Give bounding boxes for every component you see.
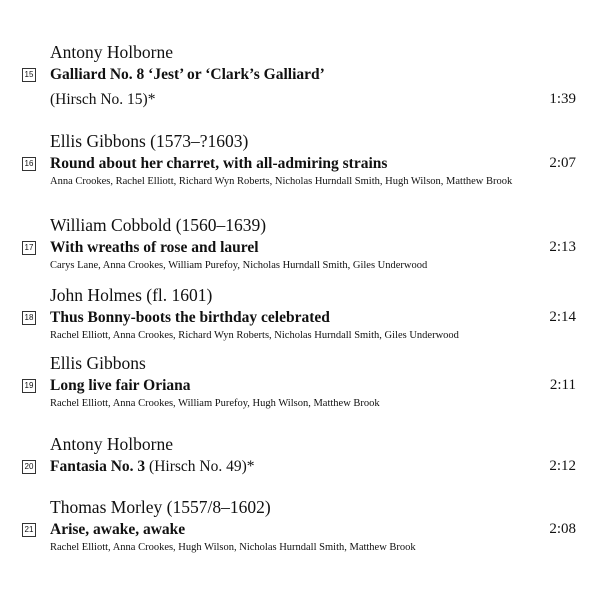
track-title	[50, 457, 576, 476]
track-title-text: Galliard No. 8 ‘Jest’ or ‘Clark’s Galliard’	[50, 66, 325, 83]
track-number: 15	[22, 68, 36, 82]
performers: Carys Lane, Anna Crookes, William Purefoy, Nicholas Hurndall Smith, Giles Underwood	[50, 260, 428, 271]
track-title-text: Round about her charret, with all-admiring strains	[50, 155, 388, 172]
composer-label: Thomas Morley	[50, 497, 163, 517]
track-duration: 2:11	[549, 377, 576, 393]
track-title-note: (Hirsch No. 49)*	[149, 458, 255, 475]
track-title-text: Fantasia No. 3	[50, 458, 146, 475]
track-duration: 2:08	[549, 521, 576, 537]
composer-dates: (1557/8–1602)	[166, 497, 271, 517]
composer-name	[50, 42, 173, 62]
track-title-text: With wreaths of rose and laurel	[50, 239, 259, 256]
track-number: 21	[22, 523, 36, 537]
track-title	[50, 65, 576, 84]
track-title-continuation: (Hirsch No. 15)*	[50, 91, 156, 108]
composer-label: Ellis Gibbons	[50, 353, 146, 373]
composer-name	[50, 131, 248, 151]
track-title-text: Arise, awake, awake	[50, 521, 186, 538]
composer-dates: (fl. 1601)	[146, 285, 213, 305]
track-title	[50, 520, 576, 539]
track-duration: 1:39	[549, 91, 576, 107]
track-title	[50, 308, 576, 327]
track-number: 20	[22, 460, 36, 474]
performers: Rachel Elliott, Anna Crookes, Richard Wyn Roberts, Nicholas Hurndall Smith, Giles Underwood	[50, 330, 459, 341]
track-number: 19	[22, 379, 36, 393]
composer-label: Ellis Gibbons	[50, 131, 146, 151]
track-title	[50, 154, 576, 173]
composer-label: Antony Holborne	[50, 42, 173, 62]
composer-label: William Cobbold	[50, 215, 172, 235]
track-title-text: Long live fair Oriana	[50, 377, 191, 394]
composer-dates: (1560–1639)	[175, 215, 267, 235]
track-number: 18	[22, 311, 36, 325]
performers: Rachel Elliott, Anna Crookes, Hugh Wilson, Nicholas Hurndall Smith, Matthew Brook	[50, 542, 416, 553]
track-title	[50, 376, 576, 395]
performers: Rachel Elliott, Anna Crookes, William Purefoy, Hugh Wilson, Matthew Brook	[50, 398, 380, 409]
composer-name	[50, 353, 146, 373]
composer-name	[50, 434, 173, 454]
track-title-text: Thus Bonny-boots the birthday celebrated	[50, 309, 330, 326]
composer-name	[50, 285, 212, 305]
performers: Anna Crookes, Rachel Elliott, Richard Wyn Roberts, Nicholas Hurndall Smith, Hugh Wilson, Matthew Brook	[50, 176, 513, 187]
composer-label: Antony Holborne	[50, 434, 173, 454]
composer-name	[50, 497, 271, 517]
track-title	[50, 238, 576, 257]
track-number: 17	[22, 241, 36, 255]
track-number: 16	[22, 157, 36, 171]
track-duration: 2:14	[549, 309, 576, 325]
composer-name	[50, 215, 266, 235]
track-duration: 2:07	[549, 155, 576, 171]
composer-label: John Holmes	[50, 285, 142, 305]
composer-dates: (1573–?1603)	[150, 131, 249, 151]
track-duration: 2:13	[549, 239, 576, 255]
track-duration: 2:12	[549, 458, 576, 474]
